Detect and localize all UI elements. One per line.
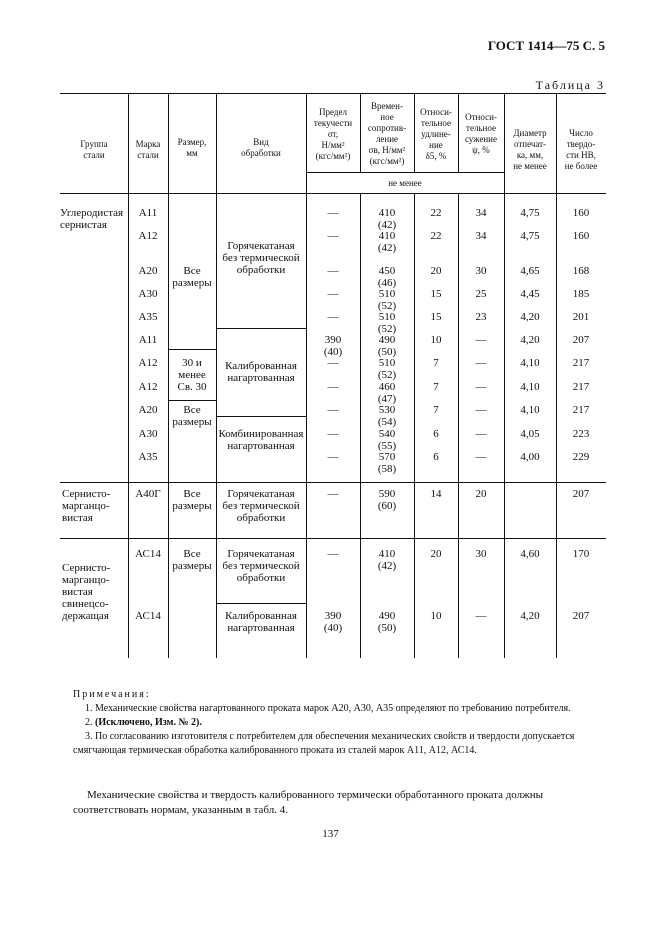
size-all-2: Все размеры xyxy=(172,404,212,428)
note-2-excluded: (Исключено, Изм. № 2). xyxy=(95,717,202,728)
cell-diameter: 4,60 xyxy=(520,548,540,560)
treatment-calibrated-2: Калиброванная нагартованная xyxy=(225,610,297,634)
cell-hardness: 217 xyxy=(572,404,590,416)
cell-diameter: 4,05 xyxy=(520,428,540,440)
cell-contraction: — xyxy=(475,404,487,416)
cell-tensile: 590 (60) xyxy=(377,488,397,512)
cell-yield: — xyxy=(327,381,339,393)
cell-hardness: 207 xyxy=(572,610,590,622)
cell-contraction: 30 xyxy=(475,548,487,560)
cell-yield: — xyxy=(327,404,339,416)
header-treatment: Вид обработки xyxy=(241,137,281,158)
cell-elongation: 6 xyxy=(433,451,439,463)
size-30-range: 30 и менее Св. 30 xyxy=(177,357,207,393)
cell-hardness: 201 xyxy=(572,311,590,323)
cell-grade: А30 xyxy=(138,428,158,440)
size-all-4: Все размеры xyxy=(172,548,212,572)
cell-hardness: 217 xyxy=(572,381,590,393)
cell-contraction: — xyxy=(475,357,487,369)
page-number: 137 xyxy=(322,828,339,840)
cell-yield: — xyxy=(327,207,339,219)
cell-yield: — xyxy=(327,311,339,323)
cell-hardness: 168 xyxy=(572,265,590,277)
cell-grade: АС14 xyxy=(135,610,161,622)
cell-diameter: 4,75 xyxy=(520,230,540,242)
header-group: Группа стали xyxy=(80,139,108,160)
header-split-rule xyxy=(306,172,504,173)
size-all-3: Все размеры xyxy=(172,488,212,512)
cell-grade: А35 xyxy=(138,451,158,463)
col-rule-diam xyxy=(556,93,557,658)
cell-elongation: 15 xyxy=(430,311,442,323)
treatment-rule-2 xyxy=(216,416,306,417)
cell-contraction: — xyxy=(475,610,487,622)
cell-tensile: 410 (42) xyxy=(377,548,397,572)
cell-tensile: 460 (47) xyxy=(377,381,397,405)
cell-tensile: 490 (50) xyxy=(377,610,397,634)
header-bottom-rule xyxy=(60,193,606,194)
cell-tensile: 570 (58) xyxy=(377,451,397,475)
header-min-note: не менее xyxy=(388,178,422,188)
cell-grade: АС14 xyxy=(135,548,161,560)
cell-tensile: 510 (52) xyxy=(377,311,397,335)
cell-tensile: 410 (42) xyxy=(377,230,397,254)
treatment-hot-rolled-3: Горячекатаная без термической обработки xyxy=(222,548,300,584)
cell-hardness: 160 xyxy=(572,230,590,242)
cell-elongation: 14 xyxy=(430,488,442,500)
cell-elongation: 10 xyxy=(430,610,442,622)
cell-tensile: 510 (52) xyxy=(377,288,397,312)
col-rule-elong-lower xyxy=(458,193,459,658)
table-top-rule xyxy=(60,93,606,94)
treatment-hot-rolled-2: Горячекатаная без термической обработки xyxy=(222,488,300,524)
note-1: 1. Механические свойства нагартованного проката марок А20, А30, А35 определяют по требованию потребителя. xyxy=(85,703,571,714)
cell-tensile: 490 (50) xyxy=(377,334,397,358)
cell-grade: А12 xyxy=(138,230,158,242)
cell-diameter: 4,00 xyxy=(520,451,540,463)
cell-grade: А11 xyxy=(138,334,158,346)
note-2-number: 2. xyxy=(85,717,95,728)
cell-elongation: 20 xyxy=(430,265,442,277)
cell-contraction: — xyxy=(475,428,487,440)
cell-hardness: 229 xyxy=(572,451,590,463)
size-rule-1 xyxy=(168,349,216,350)
header-grade: Марка стали xyxy=(135,139,161,160)
cell-hardness: 185 xyxy=(572,288,590,300)
col-rule-contr xyxy=(504,93,505,658)
cell-diameter: 4,65 xyxy=(520,265,540,277)
cell-yield: 390 (40) xyxy=(323,610,343,634)
cell-diameter: 4,75 xyxy=(520,207,540,219)
header-hardness: Число твердо- сти НВ, не более xyxy=(564,128,598,171)
col-rule-tensile-lower xyxy=(414,193,415,658)
cell-yield: 390 (40) xyxy=(323,334,343,358)
cell-elongation: 22 xyxy=(430,230,442,242)
cell-contraction: — xyxy=(475,381,487,393)
cell-diameter: 4,20 xyxy=(520,610,540,622)
cell-grade: А12 xyxy=(138,381,158,393)
cell-yield: — xyxy=(327,265,339,277)
treatment-rule-1 xyxy=(216,328,306,329)
cell-grade: А40Г xyxy=(135,488,161,500)
cell-yield: — xyxy=(327,451,339,463)
cell-grade: А30 xyxy=(138,288,158,300)
group1-bottom-rule xyxy=(60,482,606,483)
cell-elongation: 20 xyxy=(430,548,442,560)
cell-hardness: 223 xyxy=(572,428,590,440)
cell-yield: — xyxy=(327,548,339,560)
cell-hardness: 207 xyxy=(572,334,590,346)
cell-elongation: 10 xyxy=(430,334,442,346)
group-carbon-sulfur: Углеродистая сернистая xyxy=(60,207,124,231)
treatment-hot-rolled-1: Горячекатаная без термической обработки xyxy=(222,240,300,276)
cell-contraction: 34 xyxy=(475,207,487,219)
cell-yield: — xyxy=(327,288,339,300)
cell-tensile: 530 (54) xyxy=(377,404,397,428)
cell-contraction: 34 xyxy=(475,230,487,242)
cell-grade: А20 xyxy=(138,265,158,277)
header-elongation: Относи- тельное удлине- ние δ5, % xyxy=(420,107,452,161)
cell-tensile: 540 (55) xyxy=(377,428,397,452)
cell-elongation: 22 xyxy=(430,207,442,219)
treatment-combined: Комбинированная нагартованная xyxy=(218,428,304,452)
header-contraction: Относи- тельное сужение ψ, % xyxy=(465,112,497,155)
cell-diameter: 4,10 xyxy=(520,357,540,369)
cell-hardness: 207 xyxy=(572,488,590,500)
cell-elongation: 7 xyxy=(433,357,439,369)
table-caption: Таблица 3 xyxy=(535,78,605,92)
cell-contraction: 30 xyxy=(475,265,487,277)
header-yield: Предел текучести σт, Н/мм² (кгс/мм²) xyxy=(313,107,353,161)
document-title: ГОСТ 1414—75 С. 5 xyxy=(487,38,605,53)
cell-contraction: — xyxy=(475,451,487,463)
col-rule-group xyxy=(128,93,129,658)
cell-hardness: 217 xyxy=(572,357,590,369)
notes-block xyxy=(73,688,601,758)
header-size: Размер, мм xyxy=(177,137,207,158)
cell-elongation: 6 xyxy=(433,428,439,440)
cell-yield: — xyxy=(327,230,339,242)
cell-grade: А35 xyxy=(138,311,158,323)
cell-elongation: 7 xyxy=(433,381,439,393)
note-2 xyxy=(73,716,601,730)
cell-yield: — xyxy=(327,488,339,500)
treatment-rule-3 xyxy=(216,603,306,604)
note-3: 3. По согласованию изготовителя с потребителем для обеспечения механических свойств и твердости допускается смягчающая термическая обработка калиброванного проката из сталей марок А11, А12, АС14. xyxy=(73,731,575,756)
cell-diameter: 4,10 xyxy=(520,404,540,416)
treatment-calibrated-1: Калиброванная нагартованная xyxy=(225,360,297,384)
cell-diameter: 4,20 xyxy=(520,311,540,323)
cell-contraction: 20 xyxy=(475,488,487,500)
group-sulfur-manganese-lead: Сернисто- марганцо- вистая свинецсо- держащая xyxy=(62,562,111,622)
cell-grade: А11 xyxy=(138,207,158,219)
header-tensile: Времен- ное сопротив- ление σв, Н/мм² (кгс/мм²) xyxy=(367,101,407,166)
cell-contraction: 23 xyxy=(475,311,487,323)
cell-diameter: 4,45 xyxy=(520,288,540,300)
cell-grade: А12 xyxy=(138,357,158,369)
cell-elongation: 7 xyxy=(433,404,439,416)
cell-grade: А20 xyxy=(138,404,158,416)
notes-title: Примечания: xyxy=(73,689,151,700)
cell-elongation: 15 xyxy=(430,288,442,300)
group2-bottom-rule xyxy=(60,538,606,539)
cell-diameter: 4,10 xyxy=(520,381,540,393)
size-rule-2 xyxy=(168,400,216,401)
cell-yield: — xyxy=(327,357,339,369)
size-all-1: Все размеры xyxy=(172,265,212,289)
cell-hardness: 160 xyxy=(572,207,590,219)
cell-tensile: 450 (46) xyxy=(377,265,397,289)
cell-contraction: 25 xyxy=(475,288,487,300)
cell-tensile: 510 (52) xyxy=(377,357,397,381)
cell-tensile: 410 (42) xyxy=(377,207,397,231)
group-sulfur-manganese: Сернисто- марганцо- вистая xyxy=(62,488,111,524)
header-diameter: Диаметр отпечат- ка, мм, не менее xyxy=(513,128,547,171)
cell-yield: — xyxy=(327,428,339,440)
body-paragraph: Механические свойства и твердость калиброванного термически обработанного проката должны соответствовать нормам, указанным в табл. 4. xyxy=(73,789,544,816)
cell-contraction: — xyxy=(475,334,487,346)
cell-hardness: 170 xyxy=(572,548,590,560)
cell-diameter: 4,20 xyxy=(520,334,540,346)
